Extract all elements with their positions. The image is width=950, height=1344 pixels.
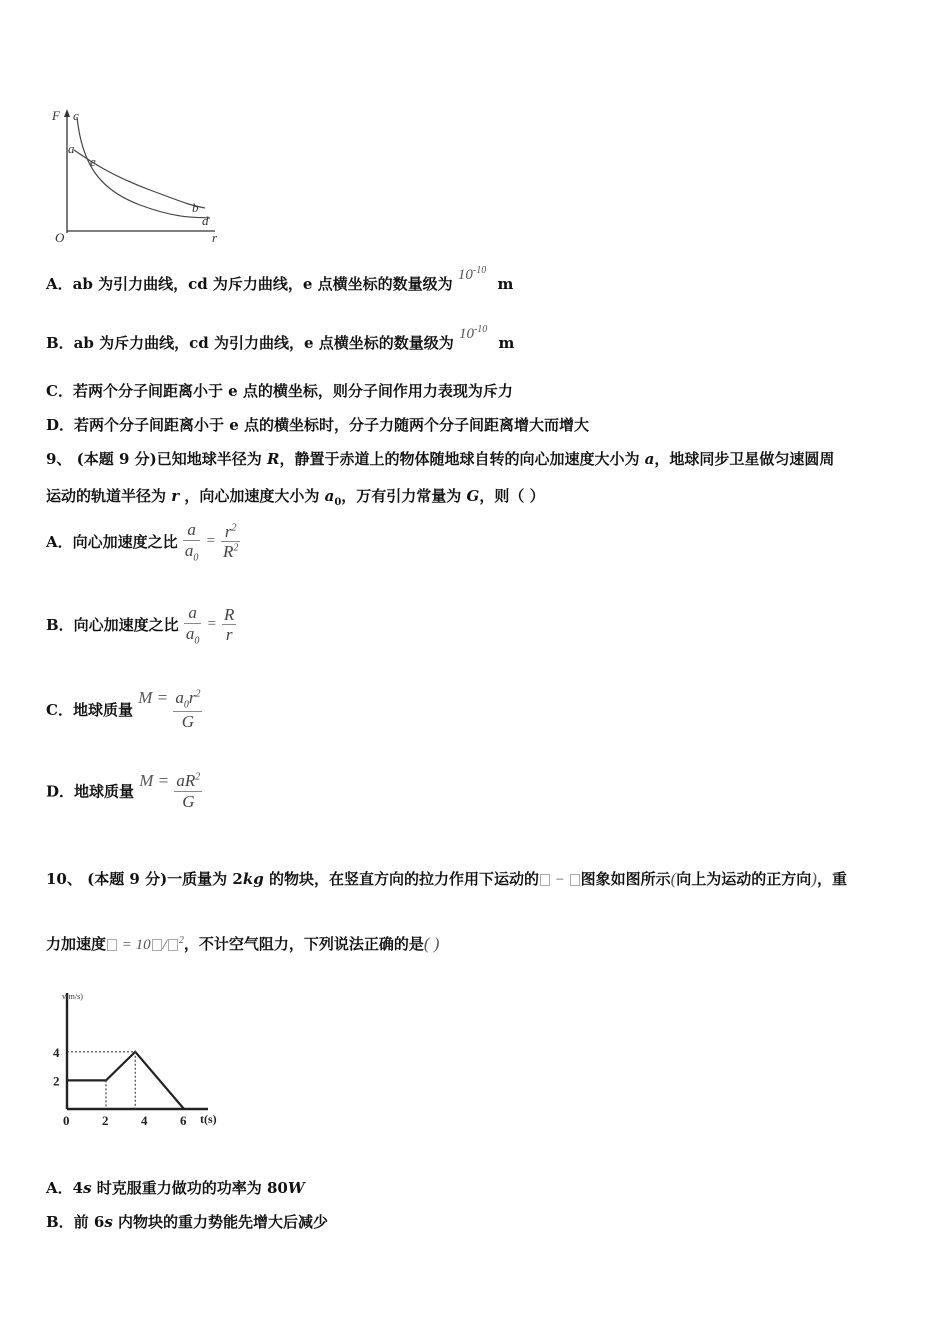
chart-xlabel: t(s) xyxy=(200,1112,217,1126)
chart-ylabel: v(m/s) xyxy=(62,992,83,1001)
q8-option-a-unit: m xyxy=(497,275,514,293)
q9-a-frac-left: $\frac{a}{a_0}$ xyxy=(184,520,199,563)
q9-stem-line1: 9、 (本题 9 分)已知地球半径为 R，静置于赤道上的物体随地球自转的向心加速度大小为 a，地球同步卫星做匀速圆周 xyxy=(46,450,835,468)
q9-option-d: D．地球质量 M = $\frac{aR^2}{G}$ xyxy=(46,771,201,811)
label-r: r xyxy=(212,230,218,245)
x-tick-label: 4 xyxy=(141,1113,148,1128)
y-axis-arrow xyxy=(64,109,70,117)
velocity-series-line xyxy=(67,1052,184,1109)
q9-d-frac: $\frac{aR^2}{G}$ xyxy=(176,771,201,811)
placeholder-glyph xyxy=(107,939,117,951)
label-d: d xyxy=(202,213,209,228)
placeholder-glyph xyxy=(540,874,550,886)
force-distance-figure xyxy=(50,105,230,250)
q8-option-d: D．若两个分子间距离小于 e 点的横坐标时，分子力随两个分子间距离增大而增大 xyxy=(46,416,589,434)
q9-b-frac-left: $\frac{a}{a_0}$ xyxy=(185,603,200,646)
curve-cd xyxy=(77,117,210,218)
x-tick-label: 2 xyxy=(102,1113,109,1128)
q9-stem-line2: 运动的轨道半径为 r ，向心加速度大小为 $a_0$，万有引力常量为 G，则（ ） xyxy=(46,487,545,508)
q8-option-a-power: $10^{-10}$ xyxy=(457,265,487,283)
x-tick-label: 0 xyxy=(63,1113,70,1128)
y-tick-label: 4 xyxy=(53,1044,60,1060)
q9-option-c: C．地球质量 M = $\frac{a_0r^2}{G}$ xyxy=(46,688,201,731)
q8-option-c: C．若两个分子间距离小于 e 点的横坐标，则分子间作用力表现为斥力 xyxy=(46,382,513,400)
q9-c-frac: $\frac{a_0r^2}{G}$ xyxy=(175,688,201,731)
x-tick-label: 6 xyxy=(180,1113,187,1128)
q8-option-b-unit: m xyxy=(498,334,515,352)
q8-option-a-text: A．ab 为引力曲线，cd 为斥力曲线，e 点横坐标的数量级为 xyxy=(46,275,453,293)
placeholder-glyph xyxy=(168,939,178,951)
q9-option-b: B．向心加速度之比 $\frac{a}{a_0}$ = $\frac{R}{r}$ xyxy=(46,603,235,646)
q9-a-frac-right: $\frac{r^2}{R^2}$ xyxy=(222,521,239,562)
q10-stem-line1: 10、 (本题 9 分)一质量为 2kg 的物块，在竖直方向的拉力作用下运动的 − 图象如图所示(向上为运动的正方向)，重 xyxy=(46,869,847,888)
velocity-time-chart xyxy=(40,985,240,1135)
label-O: O xyxy=(55,230,65,245)
q8-option-b-power: $10^{-10}$ xyxy=(458,324,488,342)
label-a: a xyxy=(68,141,75,156)
label-F: F xyxy=(52,108,60,123)
placeholder-glyph xyxy=(570,874,580,886)
q9-b-frac-right: $\frac{R}{r}$ xyxy=(224,604,235,645)
q10-option-b: B．前 6s 内物块的重力势能先增大后减少 xyxy=(46,1213,329,1231)
q8-option-b xyxy=(46,324,515,353)
q10-option-a: A．4s 时克服重力做功的功率为 80W xyxy=(46,1179,305,1197)
q10-stem-line2: 力加速度 = 10 / $^2$，不计空气阻力，下列说法正确的是( ) xyxy=(46,934,440,953)
q8-option-b-text: B．ab 为斥力曲线，cd 为引力曲线，e 点横坐标的数量级为 xyxy=(46,334,454,352)
label-b: b xyxy=(192,200,199,215)
label-c: c xyxy=(73,108,79,123)
placeholder-glyph xyxy=(152,939,162,951)
label-e: e xyxy=(90,154,96,169)
y-tick-label: 2 xyxy=(53,1073,60,1089)
q8-option-a xyxy=(46,265,514,294)
q9-option-a: A．向心加速度之比 $\frac{a}{a_0}$ = $\frac{r^2}{R^2}$ xyxy=(46,520,239,563)
